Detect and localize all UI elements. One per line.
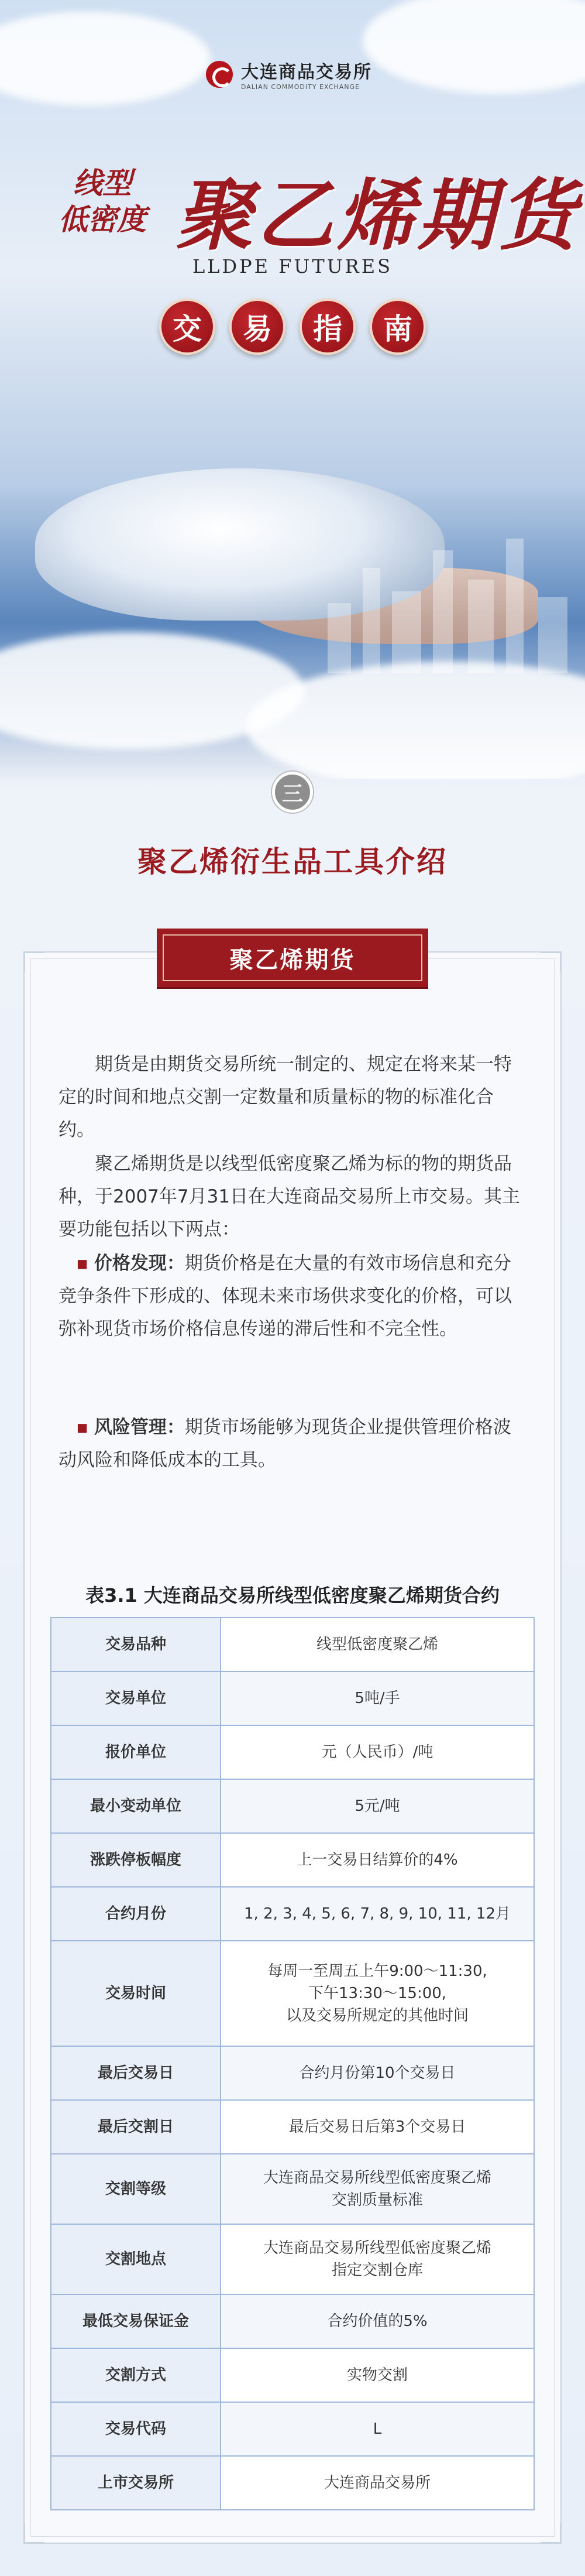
guide-badge: 易 bbox=[229, 299, 285, 355]
table-row bbox=[51, 2294, 534, 2348]
card-corner-ornament bbox=[23, 2523, 44, 2544]
row-value-line: 下午13:30～15:00, bbox=[308, 1985, 447, 2002]
card-corner-ornament bbox=[541, 2523, 562, 2544]
bullet-label: 风险管理： bbox=[94, 1417, 185, 1438]
row-value: 1, 2, 3, 4, 5, 6, 7, 8, 9, 10, 11, 12月 bbox=[221, 1887, 534, 1941]
city-skyline-illustration bbox=[304, 527, 585, 673]
guide-badge: 南 bbox=[370, 299, 426, 355]
row-value: 合约月份第10个交易日 bbox=[221, 2046, 534, 2100]
title-prefix-line1: 线型 bbox=[73, 166, 132, 200]
bullet-label: 价格发现： bbox=[94, 1253, 185, 1274]
row-key: 交易单位 bbox=[51, 1671, 221, 1725]
row-key: 交割等级 bbox=[51, 2154, 221, 2224]
bullet-text: 期货价格是在大量的有效市场信息和充分竞争条件下形成的、体现未来市场供求变化的价格，可以弥补现货市场价格信息传递的滞后性和不完全性。 bbox=[58, 1253, 512, 1340]
guide-badge: 交 bbox=[159, 299, 215, 355]
table-row bbox=[51, 2456, 534, 2510]
row-key: 交易代码 bbox=[51, 2402, 221, 2456]
bullet-icon: ▪ bbox=[76, 1417, 89, 1438]
table-row bbox=[51, 1941, 534, 2046]
row-key: 交割地点 bbox=[51, 2224, 221, 2294]
table-row bbox=[51, 2224, 534, 2294]
paragraph-intro: 聚乙烯期货是以线型低密度聚乙烯为标的物的期货品种，于2007年7月31日在大连商品交易所上市交易。其主要功能包括以下两点： bbox=[58, 1153, 521, 1240]
table-row bbox=[51, 1887, 534, 1941]
bullet-text: 期货市场能够为现货企业提供管理价格波动风险和降低成本的工具。 bbox=[58, 1417, 511, 1471]
row-key: 涨跌停板幅度 bbox=[51, 1833, 221, 1887]
row-value-line: 大连商品交易所线型低密度聚乙烯 bbox=[263, 2169, 491, 2187]
bullet-price-discovery bbox=[58, 1247, 526, 1345]
page-title-en: LLDPE FUTURES bbox=[192, 255, 393, 278]
row-key: 交易品种 bbox=[51, 1618, 221, 1671]
guide-badge: 指 bbox=[300, 299, 356, 355]
table-row bbox=[51, 1671, 534, 1725]
table-row bbox=[51, 2154, 534, 2224]
cloud bbox=[363, 0, 585, 94]
table-row bbox=[51, 1779, 534, 1833]
row-value-line: 交割质量标准 bbox=[331, 2191, 423, 2209]
table-row bbox=[51, 1833, 534, 1887]
table-row bbox=[51, 2402, 534, 2456]
row-value: 线型低密度聚乙烯 bbox=[221, 1618, 534, 1671]
card-corner-ornament bbox=[541, 951, 562, 972]
row-key: 最后交易日 bbox=[51, 2046, 221, 2100]
row-key: 交割方式 bbox=[51, 2348, 221, 2402]
row-value bbox=[221, 2154, 534, 2224]
row-key: 最后交割日 bbox=[51, 2100, 221, 2154]
row-value: L bbox=[221, 2402, 534, 2456]
row-value: 5元/吨 bbox=[221, 1779, 534, 1833]
exchange-logo bbox=[206, 57, 372, 91]
subsection-ribbon: 聚乙烯期货 bbox=[157, 929, 428, 987]
title-prefix bbox=[58, 165, 146, 238]
row-value bbox=[221, 1941, 534, 2046]
row-key: 合约月份 bbox=[51, 1887, 221, 1941]
section-title: 聚乙烯衍生品工具介绍 bbox=[137, 845, 448, 879]
table-title: 表3.1 大连商品交易所线型低密度聚乙烯期货合约 bbox=[85, 1584, 500, 1606]
row-key: 报价单位 bbox=[51, 1725, 221, 1779]
row-value: 大连商品交易所 bbox=[221, 2456, 534, 2510]
guide-badges bbox=[0, 299, 585, 355]
table-row bbox=[51, 2100, 534, 2154]
title-prefix-line2: 低密度 bbox=[58, 202, 146, 237]
table-row bbox=[51, 1618, 534, 1671]
paragraph-definition: 期货是由期货交易所统一制定的、规定在将来某一特定的时间和地点交割一定数量和质量标的物的标准化合约。 bbox=[58, 1054, 512, 1140]
row-value-line: 每周一至周五上午9:00～11:30, bbox=[267, 1962, 487, 1980]
page-title: 聚乙烯期货 bbox=[176, 170, 579, 261]
row-value-line: 大连商品交易所线型低密度聚乙烯 bbox=[263, 2239, 491, 2257]
row-value: 最后交易日后第3个交易日 bbox=[221, 2100, 534, 2154]
section-number-badge: 三 bbox=[272, 772, 313, 813]
table-row bbox=[51, 1725, 534, 1779]
row-value: 合约价值的5% bbox=[221, 2294, 534, 2348]
row-key: 上市交易所 bbox=[51, 2456, 221, 2510]
row-value-line: 以及交易所规定的其他时间 bbox=[285, 2007, 469, 2025]
row-value: 5吨/手 bbox=[221, 1671, 534, 1725]
hero-banner bbox=[0, 0, 585, 779]
table-row bbox=[51, 2348, 534, 2402]
bullet-risk-management bbox=[58, 1411, 526, 1477]
table-row bbox=[51, 2046, 534, 2100]
row-value bbox=[221, 2224, 534, 2294]
row-value: 上一交易日结算价的4% bbox=[221, 1833, 534, 1887]
cloud bbox=[0, 12, 211, 105]
exchange-name-en: DALIAN COMMODITY EXCHANGE bbox=[241, 83, 360, 91]
exchange-name-cn: 大连商品交易所 bbox=[241, 62, 372, 83]
row-key: 交易时间 bbox=[51, 1941, 221, 2046]
exchange-logo-icon bbox=[206, 61, 233, 88]
card-corner-ornament bbox=[23, 951, 44, 972]
bullet-icon: ▪ bbox=[76, 1253, 89, 1274]
contract-spec-table bbox=[50, 1617, 535, 2510]
row-value: 实物交割 bbox=[221, 2348, 534, 2402]
row-key: 最低交易保证金 bbox=[51, 2294, 221, 2348]
row-value-line: 指定交割仓库 bbox=[331, 2262, 423, 2279]
row-key: 最小变动单位 bbox=[51, 1779, 221, 1833]
row-value: 元（人民币）/吨 bbox=[221, 1725, 534, 1779]
